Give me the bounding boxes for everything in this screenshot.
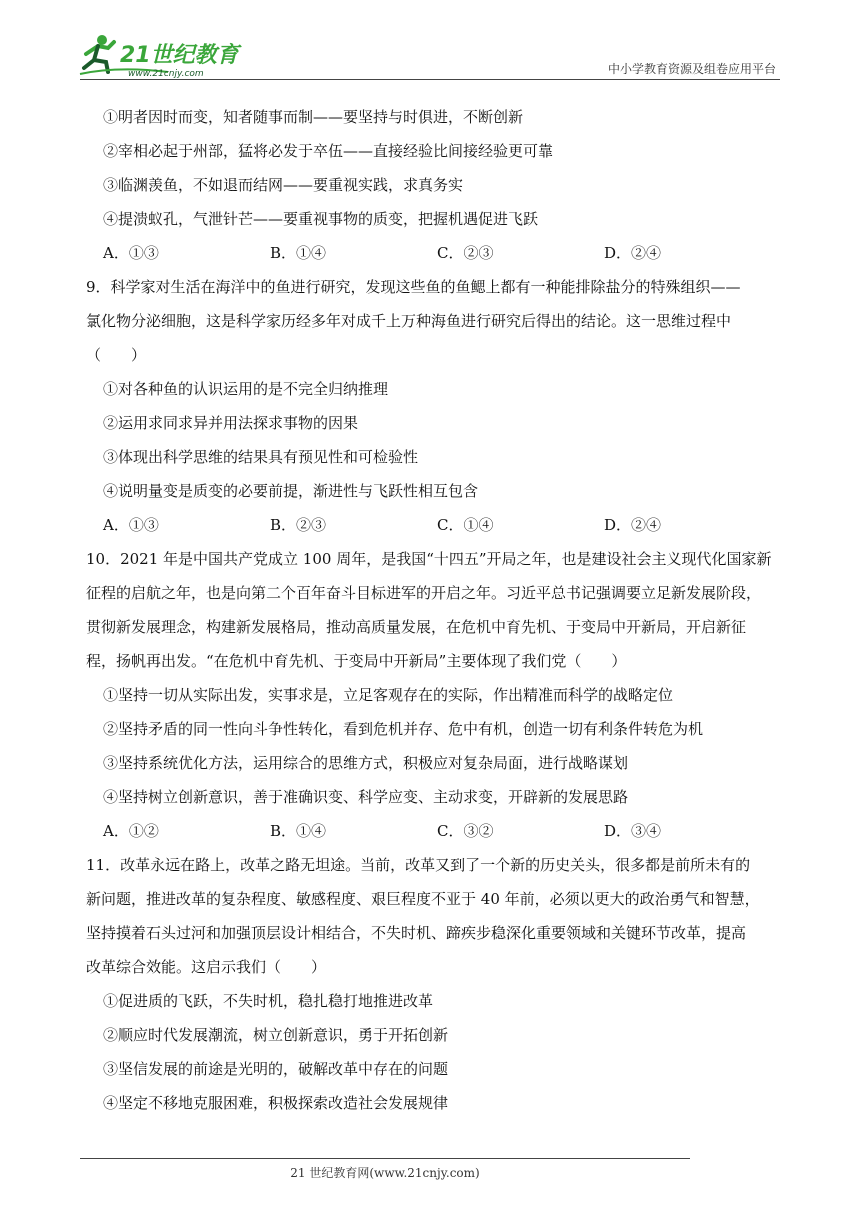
q8-option-1: ①明者因时而变，知者随事而制——要坚持与时俱进，不断创新 (103, 108, 524, 126)
q9-option-1: ①对各种鱼的认识运用的是不完全归纳推理 (103, 380, 389, 398)
q10-stem-line-3: 贯彻新发展理念，构建新发展格局，推动高质量发展，在危机中育先机、于变局中开新局，开启新征 (86, 618, 747, 636)
q9-option-4: ④说明量变是质变的必要前提，渐进性与飞跃性相互包含 (103, 482, 479, 500)
q11-option-2: ②顺应时代发展潮流，树立创新意识，勇于开拓创新 (103, 1026, 449, 1044)
platform-label: 中小学教育资源及组卷应用平台 (607, 62, 776, 76)
header-divider (80, 79, 780, 80)
question-9 (86, 270, 778, 542)
q9-choice-c: C．①④ (437, 516, 494, 534)
q9-choice-b: B．②③ (270, 516, 327, 534)
q9-stem-line-3: （ ） (86, 346, 147, 364)
q8-choice-c: C．②③ (437, 244, 494, 262)
q9-stem-line-1: 9．科学家对生活在海洋中的鱼进行研究，发现这些鱼的鱼鳃上都有一种能排除盐分的特殊组织—— (86, 278, 741, 296)
question-10 (86, 542, 778, 848)
question-8 (86, 100, 778, 270)
footer-divider (80, 1158, 690, 1159)
q9-choices (86, 508, 778, 542)
footer-link[interactable]: 21 世纪教育网(www.21cnjy.com) (290, 1166, 480, 1180)
q10-option-4: ④坚持树立创新意识，善于准确识变、科学应变、主动求变，开辟新的发展思路 (103, 788, 629, 806)
q11-stem-line-4: 改革综合效能。这启示我们（ ） (86, 958, 327, 976)
q8-choice-a: A．①③ (103, 244, 159, 262)
q8-option-4: ④提溃蚁孔，气泄针芒——要重视事物的质变，把握机遇促进飞跃 (103, 210, 539, 228)
q10-stem-line-4: 程，扬帆再出发。“在危机中育先机、于变局中开新局”主要体现了我们党（ ） (86, 652, 627, 670)
q10-option-3: ③坚持系统优化方法，运用综合的思维方式，积极应对复杂局面，进行战略谋划 (103, 754, 629, 772)
q10-choice-d: D．③④ (604, 822, 662, 840)
q11-option-1: ①促进质的飞跃，不失时机，稳扎稳打地推进改革 (103, 992, 434, 1010)
q8-choice-d: D．②④ (604, 244, 662, 262)
q9-choice-a: A．①③ (103, 516, 159, 534)
q10-stem-line-2: 征程的启航之年，也是向第二个百年奋斗目标进军的开启之年。习近平总书记强调要立足新发展阶段， (86, 584, 762, 602)
q10-choice-c: C．③② (437, 822, 494, 840)
q10-option-1: ①坚持一切从实际出发，实事求是，立足客观存在的实际，作出精准而科学的战略定位 (103, 686, 674, 704)
q10-option-2: ②坚持矛盾的同一性向斗争性转化，看到危机并存、危中有机，创造一切有利条件转危为机 (103, 720, 704, 738)
logo-text: 21世纪教育 (120, 43, 239, 68)
q9-stem-line-2: 氯化物分泌细胞，这是科学家历经多年对成千上万种海鱼进行研究后得出的结论。这一思维过程中 (86, 312, 732, 330)
q8-option-2: ②宰相必起于州部，猛将必发于卒伍——直接经验比间接经验更可靠 (103, 142, 554, 160)
site-logo[interactable] (78, 30, 248, 82)
q11-stem-line-1: 11．改革永远在路上，改革之路无坦途。当前，改革又到了一个新的历史关头，很多都是前所未有的 (86, 856, 751, 874)
q10-choice-b: B．①④ (270, 822, 327, 840)
q9-option-3: ③体现出科学思维的结果具有预见性和可检验性 (103, 448, 419, 466)
document-body (86, 100, 778, 1120)
runner-logo-icon (78, 30, 248, 82)
q8-choice-b: B．①④ (270, 244, 327, 262)
page-header (0, 0, 860, 82)
q10-choices (86, 814, 778, 848)
question-11 (86, 848, 778, 1120)
q11-option-3: ③坚信发展的前途是光明的，破解改革中存在的问题 (103, 1060, 449, 1078)
q11-option-4: ④坚定不移地克服困难，积极探索改造社会发展规律 (103, 1094, 449, 1112)
q9-choice-d: D．②④ (604, 516, 662, 534)
logo-url: www.21cnjy.com (128, 69, 204, 79)
q9-option-2: ②运用求同求异并用法探求事物的因果 (103, 414, 359, 432)
q10-stem-line-1: 10．2021 年是中国共产党成立 100 周年，是我国“十四五”开局之年，也是建设社会主义现代化国家新 (86, 550, 772, 568)
q11-stem-line-3: 坚持摸着石头过河和加强顶层设计相结合，不失时机、蹄疾步稳深化重要领域和关键环节改革，提高 (86, 924, 747, 942)
q8-choices (86, 236, 778, 270)
q10-choice-a: A．①② (103, 822, 159, 840)
q11-stem-line-2: 新问题，推进改革的复杂程度、敏感程度、艰巨程度不亚于 40 年前，必须以更大的政治勇气和智慧， (86, 890, 760, 908)
q8-option-3: ③临渊羡鱼，不如退而结网——要重视实践，求真务实 (103, 176, 464, 194)
